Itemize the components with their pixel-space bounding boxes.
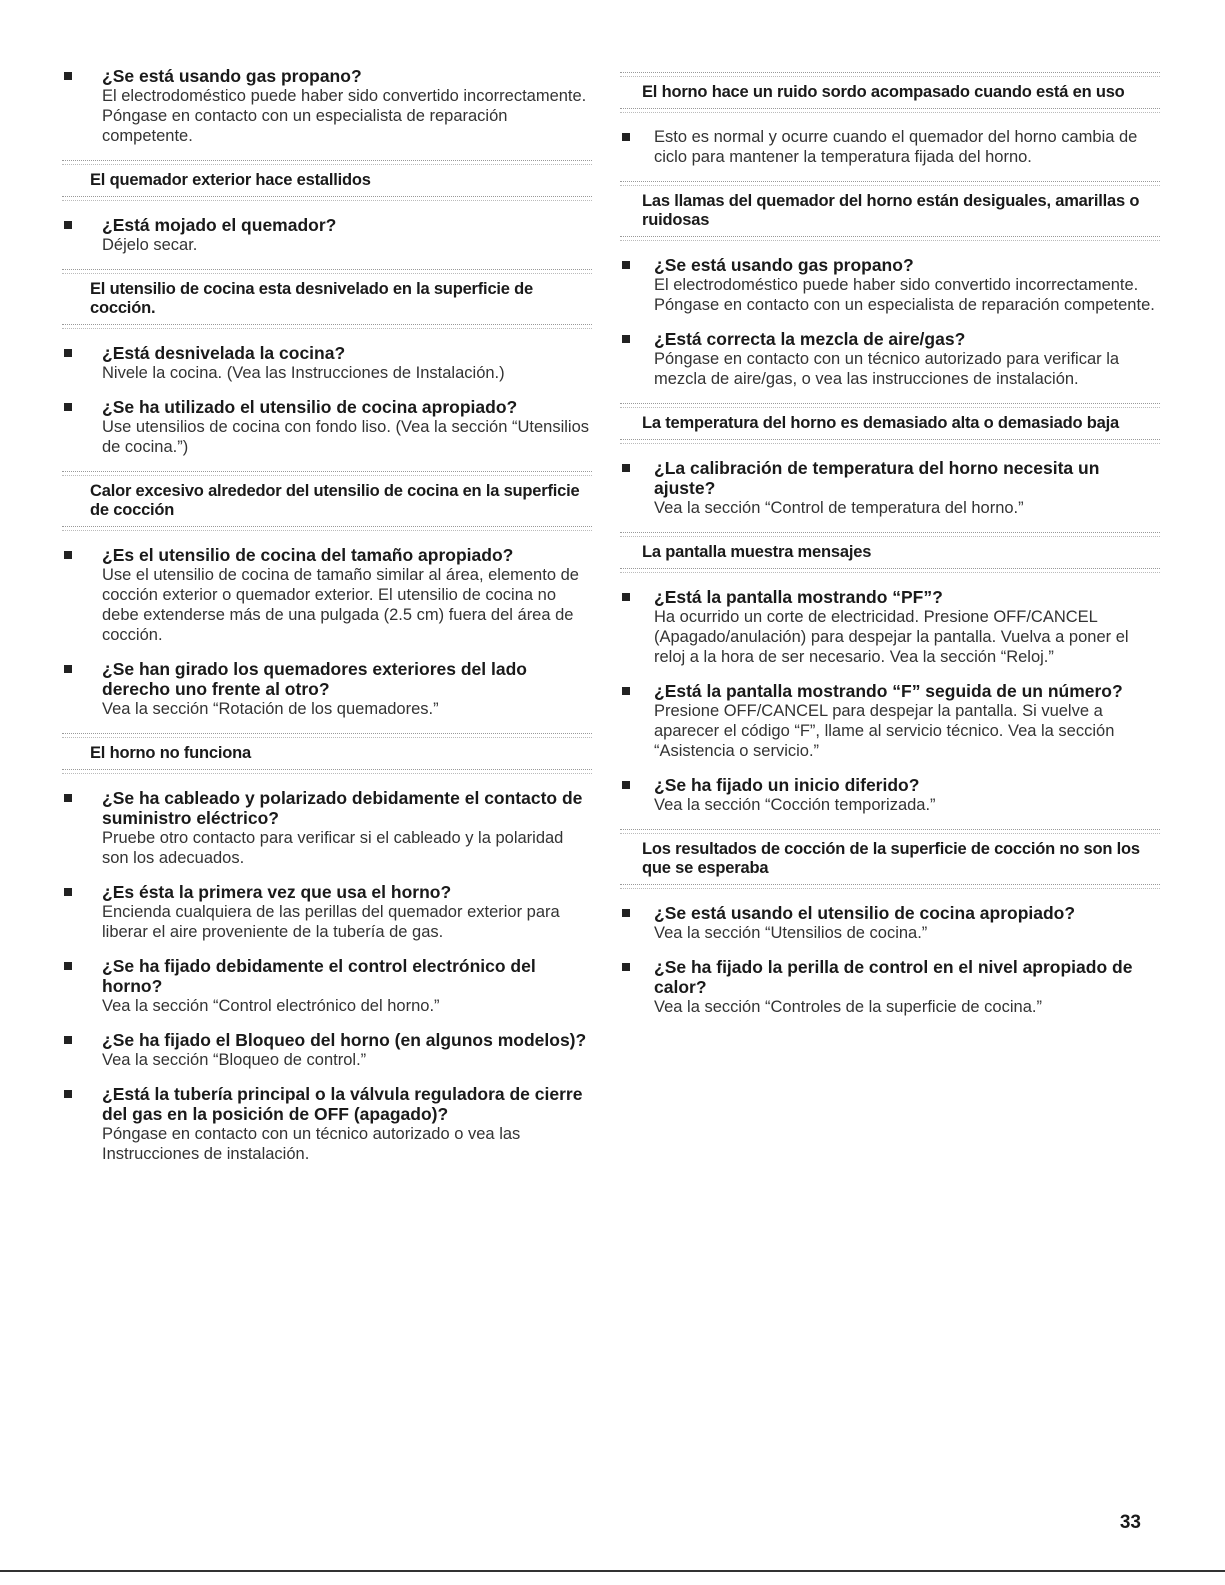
- answer: Presione OFF/CANCEL para despejar la pantalla. Si vuelve a aparecer el código “F”, llame al servicio técnico. Vea la sección “Asistencia o servicio.”: [654, 702, 1115, 760]
- troubleshoot-item: [62, 66, 592, 146]
- troubleshoot-item: [620, 775, 1160, 815]
- answer: Esto es normal y ocurre cuando el quemador del horno cambia de ciclo para mantener la temperatura fijada del horno.: [654, 128, 1138, 166]
- square-bullet-icon: [64, 72, 72, 80]
- section-title: El horno no funciona: [90, 744, 251, 762]
- answer: Póngase en contacto con un técnico autorizado para verificar la mezcla de aire/gas, o vea las instrucciones de instalación.: [654, 350, 1120, 388]
- section-resultados-coccion: [620, 829, 1160, 889]
- answer: Vea la sección “Control electrónico del horno.”: [102, 997, 440, 1015]
- divider: [620, 236, 1160, 241]
- question: ¿Está la pantalla mostrando “F” seguida de un número?: [654, 681, 1123, 701]
- square-bullet-icon: [64, 551, 72, 559]
- question: ¿Se está usando el utensilio de cocina apropiado?: [654, 903, 1076, 923]
- question: ¿Se ha fijado el Bloqueo del horno (en algunos modelos)?: [102, 1030, 587, 1050]
- answer: Vea la sección “Bloqueo de control.”: [102, 1051, 367, 1069]
- divider: [62, 196, 592, 201]
- square-bullet-icon: [64, 665, 72, 673]
- troubleshoot-item: [620, 681, 1160, 761]
- left-column: [62, 66, 592, 1178]
- section-ruido-sordo: [620, 72, 1160, 113]
- question: ¿Se ha fijado debidamente el control electrónico del horno?: [102, 956, 536, 996]
- troubleshoot-item: [620, 255, 1160, 315]
- square-bullet-icon: [622, 133, 630, 141]
- troubleshoot-item: [62, 215, 592, 255]
- square-bullet-icon: [622, 335, 630, 343]
- question: ¿Se ha utilizado el utensilio de cocina apropiado?: [102, 397, 518, 417]
- answer: Vea la sección “Rotación de los quemadores.”: [102, 700, 439, 718]
- square-bullet-icon: [622, 781, 630, 789]
- square-bullet-icon: [622, 593, 630, 601]
- section-llamas-desiguales: [620, 181, 1160, 241]
- square-bullet-icon: [622, 963, 630, 971]
- troubleshoot-item: [620, 957, 1160, 1017]
- section-title: Calor excesivo alrededor del utensilio de cocina en la superficie de cocción: [90, 482, 580, 519]
- answer: Vea la sección “Control de temperatura del horno.”: [654, 499, 1024, 517]
- section-quemador-estallidos: [62, 160, 592, 201]
- answer: El electrodoméstico puede haber sido convertido incorrectamente. Póngase en contacto con un especialista de reparación competente.: [654, 276, 1155, 314]
- divider: [62, 324, 592, 329]
- answer: Use el utensilio de cocina de tamaño similar al área, elemento de cocción exterior o quemador exterior. El utensilio de cocina no debe extenderse más de una pulgada (2.5 cm) fuera del área de cocción.: [102, 566, 579, 644]
- square-bullet-icon: [64, 221, 72, 229]
- question: ¿Está mojado el quemador?: [102, 215, 337, 235]
- answer: Póngase en contacto con un técnico autorizado o vea las Instrucciones de instalación.: [102, 1125, 521, 1163]
- divider: [62, 769, 592, 774]
- troubleshoot-item: [620, 587, 1160, 667]
- troubleshoot-item: [620, 127, 1160, 167]
- section-calor-excesivo: [62, 471, 592, 531]
- divider: [620, 439, 1160, 444]
- question: ¿Es ésta la primera vez que usa el horno?: [102, 882, 452, 902]
- question: ¿La calibración de temperatura del horno necesita un ajuste?: [654, 458, 1100, 498]
- section-title: El utensilio de cocina esta desnivelado en la superficie de cocción.: [90, 280, 534, 317]
- section-title: Los resultados de cocción de la superficie de cocción no son los que se esperaba: [642, 840, 1140, 877]
- question: ¿Se está usando gas propano?: [102, 66, 362, 86]
- answer: Déjelo secar.: [102, 236, 198, 254]
- answer: Pruebe otro contacto para verificar si el cableado y la polaridad son los adecuados.: [102, 829, 564, 867]
- section-horno-no-funciona: [62, 733, 592, 774]
- square-bullet-icon: [622, 261, 630, 269]
- section-title: El quemador exterior hace estallidos: [90, 171, 371, 189]
- question: ¿Está la tubería principal o la válvula reguladora de cierre del gas en la posición de OFF (apagado)?: [102, 1084, 583, 1124]
- question: ¿Está la pantalla mostrando “PF”?: [654, 587, 943, 607]
- question: ¿Se ha fijado la perilla de control en el nivel apropiado de calor?: [654, 957, 1133, 997]
- troubleshoot-item: [62, 659, 592, 719]
- troubleshoot-item: [62, 1030, 592, 1070]
- answer: Vea la sección “Controles de la superficie de cocina.”: [654, 998, 1042, 1016]
- question: ¿Es el utensilio de cocina del tamaño apropiado?: [102, 545, 514, 565]
- section-pantalla-mensajes: [620, 532, 1160, 573]
- square-bullet-icon: [64, 1090, 72, 1098]
- square-bullet-icon: [64, 962, 72, 970]
- divider: [62, 526, 592, 531]
- troubleshoot-item: [62, 1084, 592, 1164]
- section-title: La temperatura del horno es demasiado alta o demasiado baja: [642, 414, 1119, 432]
- square-bullet-icon: [622, 909, 630, 917]
- answer: Vea la sección “Utensilios de cocina.”: [654, 924, 928, 942]
- square-bullet-icon: [64, 349, 72, 357]
- question: ¿Está desnivelada la cocina?: [102, 343, 346, 363]
- answer: Vea la sección “Cocción temporizada.”: [654, 796, 936, 814]
- page-number: 33: [1119, 1512, 1141, 1533]
- answer: Nivele la cocina. (Vea las Instrucciones de Instalación.): [102, 364, 505, 382]
- troubleshoot-item: [620, 903, 1160, 943]
- troubleshoot-item: [62, 343, 592, 383]
- bottom-rule: [0, 1570, 1225, 1572]
- square-bullet-icon: [622, 464, 630, 472]
- divider: [620, 108, 1160, 113]
- question: ¿Se está usando gas propano?: [654, 255, 914, 275]
- square-bullet-icon: [64, 888, 72, 896]
- answer: Use utensilios de cocina con fondo liso. (Vea la sección “Utensilios de cocina.”): [102, 418, 590, 456]
- question: ¿Se ha fijado un inicio diferido?: [654, 775, 920, 795]
- section-temperatura-horno: [620, 403, 1160, 444]
- section-title: El horno hace un ruido sordo acompasado cuando está en uso: [642, 83, 1125, 101]
- troubleshoot-item: [62, 956, 592, 1016]
- square-bullet-icon: [64, 1036, 72, 1044]
- question: ¿Se ha cableado y polarizado debidamente el contacto de suministro eléctrico?: [102, 788, 583, 828]
- divider: [620, 884, 1160, 889]
- divider: [620, 568, 1160, 573]
- square-bullet-icon: [64, 794, 72, 802]
- troubleshoot-item: [62, 545, 592, 645]
- section-utensilio-desnivelado: [62, 269, 592, 329]
- troubleshoot-item: [62, 397, 592, 457]
- right-column: [620, 66, 1160, 1031]
- section-title: Las llamas del quemador del horno están desiguales, amarillas o ruidosas: [642, 192, 1140, 229]
- square-bullet-icon: [622, 687, 630, 695]
- question: ¿Está correcta la mezcla de aire/gas?: [654, 329, 966, 349]
- answer: El electrodoméstico puede haber sido convertido incorrectamente. Póngase en contacto con un especialista de reparación competente.: [102, 87, 587, 145]
- question: ¿Se han girado los quemadores exteriores del lado derecho uno frente al otro?: [102, 659, 527, 699]
- troubleshoot-item: [620, 329, 1160, 389]
- answer: Encienda cualquiera de las perillas del quemador exterior para liberar el aire proveniente de la tubería de gas.: [102, 903, 560, 941]
- section-title: La pantalla muestra mensajes: [642, 543, 872, 561]
- troubleshoot-item: [620, 458, 1160, 518]
- troubleshoot-item: [62, 882, 592, 942]
- answer: Ha ocurrido un corte de electricidad. Presione OFF/CANCEL (Apagado/anulación) para despejar la pantalla. Vuelva a poner el reloj a la hora de ser necesario. Vea la sección “Reloj.”: [654, 608, 1129, 666]
- square-bullet-icon: [64, 403, 72, 411]
- troubleshoot-item: [62, 788, 592, 868]
